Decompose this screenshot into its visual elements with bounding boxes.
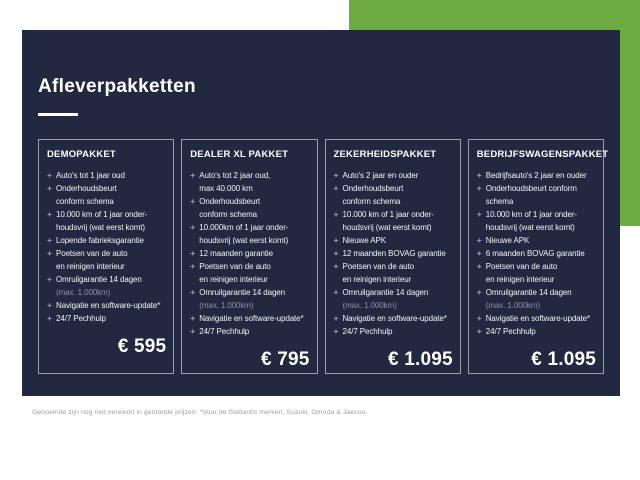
feature-line: Bedrijfsauto's 2 jaar en ouder [485, 171, 587, 180]
feature-item [334, 247, 453, 260]
feature-line: Auto's tot 1 jaar oud [56, 171, 125, 180]
card-price: € 595 [117, 336, 167, 357]
feature-text [56, 169, 125, 182]
card-price: € 1.095 [387, 349, 453, 370]
package-card-demopakket [38, 139, 174, 374]
feature-line: Omruilgarantie 14 dagen [342, 288, 429, 297]
feature-line: Omruilgarantie 14 dagen [199, 288, 286, 297]
content-panel [22, 30, 620, 396]
plus-bullet-icon: + [190, 261, 196, 271]
feature-item [477, 208, 596, 234]
feature-line: en reinigen interieur [485, 275, 555, 284]
feature-line: 10.000 km of 1 jaar onder- [56, 210, 148, 219]
plus-bullet-icon: + [476, 209, 482, 219]
plus-bullet-icon: + [333, 326, 339, 336]
feature-line: 10.000km of 1 jaar onder- [199, 223, 289, 232]
feature-item [334, 286, 453, 312]
plus-bullet-icon: + [333, 261, 339, 271]
plus-bullet-icon: + [333, 313, 339, 323]
feature-item [477, 247, 596, 260]
feature-line: Auto's 2 jaar en ouder [342, 171, 419, 180]
package-card-zekerheidspakket [325, 139, 461, 374]
feature-line: (max. 1.000km) [342, 301, 397, 310]
feature-text [486, 312, 590, 325]
plus-bullet-icon: + [333, 209, 339, 219]
feature-item [477, 234, 596, 247]
plus-bullet-icon: + [333, 170, 339, 180]
feature-line: Navigatie en software-update* [56, 301, 161, 310]
feature-item [47, 247, 166, 273]
feature-list [47, 169, 166, 325]
card-price: € 1.095 [531, 349, 596, 370]
feature-line: Navigatie en software-update* [342, 314, 447, 323]
feature-item [190, 221, 309, 247]
feature-line: Onderhoudsbeurt [199, 197, 261, 206]
feature-line: (max. 1.000km) [199, 301, 254, 310]
feature-line: Poetsen van de auto [199, 262, 271, 271]
plus-bullet-icon: + [47, 248, 52, 258]
plus-bullet-icon: + [190, 170, 196, 180]
feature-text [56, 299, 160, 312]
feature-line: 10.000 km of 1 jaar onder- [342, 210, 434, 219]
card-heading: DEALER XL PAKKET [190, 149, 289, 160]
feature-line: houdsvrij (wat eerst komt) [199, 236, 289, 245]
plus-bullet-icon: + [47, 235, 52, 245]
feature-text [199, 325, 249, 338]
feature-item [47, 182, 166, 208]
feature-line: Navigatie en software-update* [199, 314, 304, 323]
plus-bullet-icon: + [47, 274, 52, 284]
plus-bullet-icon: + [476, 170, 482, 180]
plus-bullet-icon: + [476, 261, 482, 271]
feature-text [199, 312, 303, 325]
feature-line: 24/7 Pechhulp [56, 314, 106, 323]
feature-line: Poetsen van de auto [56, 249, 128, 258]
feature-item [47, 234, 166, 247]
feature-line: Nieuwe APK [485, 236, 530, 245]
feature-line: 24/7 Pechhulp [342, 327, 393, 336]
plus-bullet-icon: + [333, 287, 339, 297]
plus-bullet-icon: + [47, 313, 52, 323]
feature-item [477, 286, 596, 312]
plus-bullet-icon: + [476, 313, 482, 323]
feature-line: 24/7 Pechhulp [199, 327, 250, 336]
feature-line: 6 maanden BOVAG garantie [485, 249, 585, 258]
card-heading: BEDRIJFSWAGENSPAKKET [476, 149, 609, 160]
feature-item [477, 312, 596, 325]
feature-line: en reinigen interieur [342, 275, 412, 284]
feature-line: houdsvrij (wat eerst komt) [56, 223, 145, 232]
feature-item [334, 208, 453, 234]
feature-text [343, 169, 419, 182]
page-title: Afleverpakketten [38, 76, 196, 97]
feature-text [199, 260, 271, 286]
plus-bullet-icon: + [190, 313, 196, 323]
feature-line: Auto's tot 2 jaar oud, [199, 171, 271, 180]
plus-bullet-icon: + [476, 248, 482, 258]
feature-text [56, 208, 147, 234]
feature-item [190, 260, 309, 286]
plus-bullet-icon: + [476, 326, 482, 336]
package-card-bedrijfswagenspakket [468, 139, 609, 374]
feature-item [334, 312, 453, 325]
feature-text [199, 247, 273, 260]
feature-item [334, 260, 453, 286]
feature-text [343, 247, 446, 260]
plus-bullet-icon: + [190, 326, 196, 336]
feature-text [486, 182, 577, 208]
feature-line: 24/7 Pechhulp [485, 327, 536, 336]
feature-item [334, 182, 453, 208]
footnote: Genoemde zijn nog niet verwerkt in getoonde prijzen. *Voor de Stellantis merken, Suzuki, Omoda & Jaecoo. [32, 409, 368, 416]
feature-line: Poetsen van de auto [342, 262, 414, 271]
feature-line: Onderhoudsbeurt [342, 184, 404, 193]
plus-bullet-icon: + [476, 235, 482, 245]
feature-item [334, 234, 453, 247]
feature-text [56, 247, 128, 273]
card-heading: ZEKERHEIDSPAKKET [333, 149, 437, 160]
card-price: € 795 [260, 349, 310, 370]
feature-text [343, 208, 434, 234]
feature-line: houdsvrij (wat eerst komt) [342, 223, 432, 232]
feature-text [199, 169, 270, 195]
feature-list [190, 169, 309, 338]
feature-line: (max. 1.000km) [56, 288, 111, 297]
feature-item [334, 169, 453, 182]
feature-item [190, 195, 309, 221]
feature-text [486, 208, 577, 234]
feature-item [477, 260, 596, 286]
feature-line: 12 maanden garantie [199, 249, 273, 258]
plus-bullet-icon: + [190, 196, 196, 206]
feature-text [343, 286, 429, 312]
package-card-dealer-xl [181, 139, 317, 374]
feature-item [47, 299, 166, 312]
feature-item [190, 169, 309, 195]
feature-item [477, 169, 596, 182]
feature-item [47, 312, 166, 325]
feature-line: conform schema [199, 210, 257, 219]
feature-line: schema [485, 197, 514, 206]
feature-text [56, 273, 142, 299]
feature-list [334, 169, 453, 338]
feature-text [56, 312, 106, 325]
feature-line: max 40.000 km [199, 184, 253, 193]
feature-text [199, 286, 285, 312]
feature-text [486, 286, 572, 312]
feature-text [343, 325, 393, 338]
plus-bullet-icon: + [476, 287, 482, 297]
plus-bullet-icon: + [333, 183, 339, 193]
card-heading: DEMOPAKKET [47, 149, 116, 160]
feature-text [56, 182, 117, 208]
feature-item [47, 273, 166, 299]
feature-line: Lopende fabrieksgarantie [56, 236, 144, 245]
plus-bullet-icon: + [333, 248, 339, 258]
feature-text [343, 234, 386, 247]
feature-line: Onderhoudsbeurt [56, 184, 117, 193]
plus-bullet-icon: + [333, 235, 339, 245]
feature-line: Onderhoudsbeurt conform [485, 184, 577, 193]
plus-bullet-icon: + [190, 248, 196, 258]
feature-text [199, 221, 288, 247]
feature-line: conform schema [342, 197, 401, 206]
plus-bullet-icon: + [47, 183, 52, 193]
feature-list [477, 169, 596, 338]
feature-line: (max. 1.000km) [485, 301, 540, 310]
feature-item [477, 182, 596, 208]
feature-item [190, 312, 309, 325]
feature-line: houdsvrij (wat eerst komt) [485, 223, 575, 232]
feature-line: conform schema [56, 197, 114, 206]
feature-text [343, 312, 447, 325]
feature-line: Navigatie en software-update* [485, 314, 591, 323]
feature-text [56, 234, 144, 247]
title-underline [38, 113, 78, 116]
feature-line: 12 maanden BOVAG garantie [342, 249, 446, 258]
feature-text [486, 169, 587, 182]
feature-line: Nieuwe APK [342, 236, 386, 245]
feature-item [334, 325, 453, 338]
feature-item [190, 247, 309, 260]
feature-text [486, 247, 585, 260]
feature-text [199, 195, 260, 221]
plus-bullet-icon: + [47, 300, 52, 310]
plus-bullet-icon: + [47, 209, 52, 219]
plus-bullet-icon: + [47, 170, 52, 180]
feature-line: Omruilgarantie 14 dagen [485, 288, 572, 297]
feature-text [343, 182, 404, 208]
feature-item [477, 325, 596, 338]
feature-line: en reinigen interieur [199, 275, 268, 284]
feature-item [47, 208, 166, 234]
feature-item [190, 286, 309, 312]
feature-text [486, 325, 536, 338]
feature-line: Omruilgarantie 14 dagen [56, 275, 142, 284]
feature-text [486, 260, 558, 286]
plus-bullet-icon: + [190, 287, 196, 297]
package-cards [38, 139, 609, 374]
feature-line: en reinigen interieur [56, 262, 125, 271]
plus-bullet-icon: + [476, 183, 482, 193]
feature-text [343, 260, 415, 286]
feature-line: Poetsen van de auto [485, 262, 558, 271]
feature-item [190, 325, 309, 338]
feature-text [486, 234, 529, 247]
feature-line: 10.000 km of 1 jaar onder- [485, 210, 577, 219]
feature-item [47, 169, 166, 182]
plus-bullet-icon: + [190, 222, 196, 232]
